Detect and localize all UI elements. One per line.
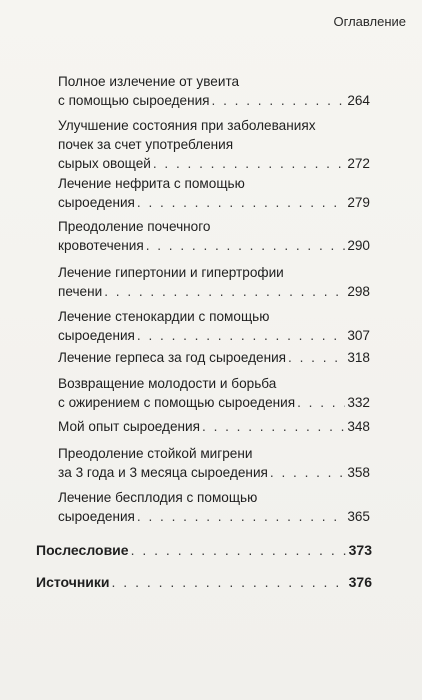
leader-dots bbox=[153, 154, 345, 173]
toc-entry-page-number: 318 bbox=[347, 350, 370, 365]
toc-entry-page-number: 290 bbox=[347, 238, 370, 253]
toc-entry[interactable] bbox=[58, 417, 370, 436]
toc-entry-page-number: 373 bbox=[348, 542, 372, 558]
toc-entry-page-number: 279 bbox=[347, 195, 370, 210]
leader-dots bbox=[137, 193, 345, 212]
toc-entry-title-line: кровотечения bbox=[58, 238, 144, 253]
toc-entry-title-line: почек за счет употребления bbox=[58, 137, 234, 152]
toc-entry[interactable] bbox=[58, 348, 370, 367]
toc-entry-title-line: Преодоление почечного bbox=[58, 219, 211, 234]
leader-dots bbox=[137, 326, 345, 345]
toc-entry[interactable] bbox=[58, 116, 370, 173]
toc-entry[interactable] bbox=[58, 217, 370, 255]
toc-entry[interactable] bbox=[58, 174, 370, 212]
leader-dots bbox=[146, 236, 346, 255]
toc-entry-title-line: сыроедения bbox=[58, 195, 135, 210]
leader-dots bbox=[212, 91, 346, 110]
toc-entry[interactable] bbox=[58, 72, 370, 110]
leader-dots bbox=[270, 463, 345, 482]
toc-entry-title-line: Лечение герпеса за год сыроедения bbox=[58, 350, 287, 365]
toc-entry-title-line: Лечение нефрита с помощью bbox=[58, 176, 245, 191]
toc-entry-page-number: 365 bbox=[347, 509, 370, 524]
toc-entry-page-number: 307 bbox=[347, 328, 370, 343]
toc-entry-page-number: 272 bbox=[347, 156, 370, 171]
toc-main-entry[interactable] bbox=[36, 541, 372, 560]
toc-entry-title-line: Возвращение молодости и борьба bbox=[58, 376, 277, 391]
toc-entry-title-line: Источники bbox=[36, 574, 110, 590]
toc-entry-title-line: сыроедения bbox=[58, 509, 135, 524]
toc-entry-page-number: 264 bbox=[347, 93, 370, 108]
toc-entry-page-number: 376 bbox=[348, 574, 372, 590]
toc-entry[interactable] bbox=[58, 444, 370, 482]
toc-entry-page-number: 358 bbox=[347, 465, 370, 480]
toc-entry[interactable] bbox=[58, 307, 370, 345]
toc-entry-title-line: Лечение бесплодия с помощью bbox=[58, 490, 258, 505]
toc-entry-title-line: сырых овощей bbox=[58, 156, 151, 171]
toc-entry-title-line: за 3 года и 3 месяца сыроедения bbox=[58, 465, 268, 480]
toc-entry-page-number: 348 bbox=[347, 419, 370, 434]
leader-dots bbox=[112, 573, 347, 592]
leader-dots bbox=[288, 348, 345, 367]
toc-entry-title-line: с помощью сыроедения bbox=[58, 93, 210, 108]
toc-entry-title-line: Улучшение состояния при заболеваниях bbox=[58, 118, 316, 133]
toc-entry-page-number: 298 bbox=[347, 284, 370, 299]
toc-entry-title-line: Послесловие bbox=[36, 542, 129, 558]
leader-dots bbox=[137, 507, 345, 526]
toc-main-entry[interactable] bbox=[36, 573, 372, 592]
toc-entry-page-number: 332 bbox=[347, 395, 370, 410]
leader-dots bbox=[104, 282, 345, 301]
toc-entry-title-line: сыроедения bbox=[58, 328, 135, 343]
toc-entry-title-line: печени bbox=[58, 284, 103, 299]
toc-entry[interactable] bbox=[58, 374, 370, 412]
toc-entry[interactable] bbox=[58, 488, 370, 526]
toc-entry-title-line: Лечение гипертонии и гипертрофии bbox=[58, 265, 284, 280]
toc-entry-title-line: Мой опыт сыроедения bbox=[58, 419, 201, 434]
toc-entry-title-line: Преодоление стойкой мигрени bbox=[58, 446, 253, 461]
toc-entry[interactable] bbox=[58, 263, 370, 301]
leader-dots bbox=[131, 541, 347, 560]
running-header: Оглавление bbox=[333, 14, 406, 29]
leader-dots bbox=[202, 417, 345, 436]
toc-entry-title-line: с ожирением с помощью сыроедения bbox=[58, 395, 296, 410]
toc-entry-title-line: Полное излечение от увеита bbox=[58, 74, 240, 89]
toc-entry-title-line: Лечение стенокардии с помощью bbox=[58, 309, 270, 324]
leader-dots bbox=[297, 393, 345, 412]
